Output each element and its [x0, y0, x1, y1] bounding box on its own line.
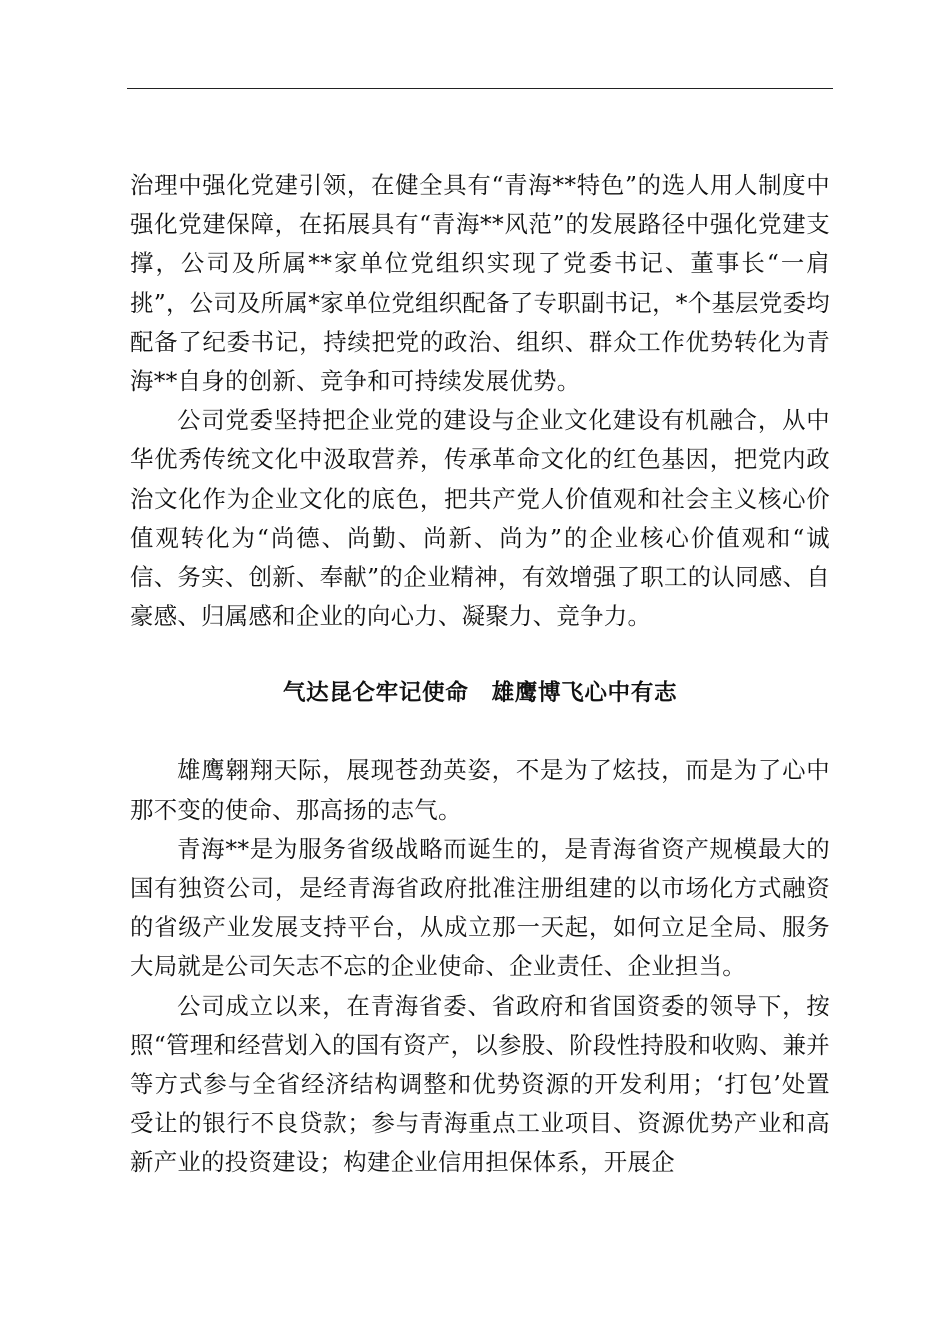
section-heading: 气达昆仑牢记使命 雄鹰博飞心中有志: [282, 680, 678, 707]
paragraph: 雄鹰翱翔天际，展现苍劲英姿，不是为了炫技，而是为了心中那不变的使命、那高扬的志气。: [130, 756, 830, 824]
paragraph: 公司成立以来，在青海省委、省政府和省国资委的领导下，按照“管理和经营划入的国有资产，以参股、阶段性持股和收购、兼并等方式参与全省经济结构调整和优势资源的开发利用；‘打包’处置受让的银行不良贷款；参与青海重点工业项目、资源优势产业和高新产业的投资建设；构建企业信用担保体系，开展企: [130, 991, 830, 1177]
header-rule: [127, 88, 833, 89]
paragraph: 青海**是为服务省级战略而诞生的，是青海省资产规模最大的国有独资公司，是经青海省政府批准注册组建的以市场化方式融资的省级产业发展支持平台，从成立那一天起，如何立足全局、服务大局就是公司矢志不忘的企业使命、企业责任、企业担当。: [130, 834, 830, 981]
paragraph: 治理中强化党建引领，在健全具有“青海**特色”的选人用人制度中强化党建保障，在拓展具有“青海**风范”的发展路径中强化党建支撑，公司及所属**家单位党组织实现了党委书记、董事长“一肩挑”，公司及所属*家单位党组织配备了专职副书记，*个基层党委均配备了纪委书记，持续把党的政治、组织、群众工作优势转化为青海**自身的创新、竞争和可持续发展优势。: [130, 171, 830, 396]
paragraph: 公司党委坚持把企业党的建设与企业文化建设有机融合，从中华优秀传统文化中汲取营养，传承革命文化的红色基因，把党内政治文化作为企业文化的底色，把共产党人价值观和社会主义核心价值观转化为“尚德、尚勤、尚新、尚为”的企业核心价值观和“诚信、务实、创新、奉献”的企业精神，有效增强了职工的认同感、自豪感、归属感和企业的向心力、凝聚力、竞争力。: [130, 406, 830, 631]
document-body: [130, 166, 830, 1183]
